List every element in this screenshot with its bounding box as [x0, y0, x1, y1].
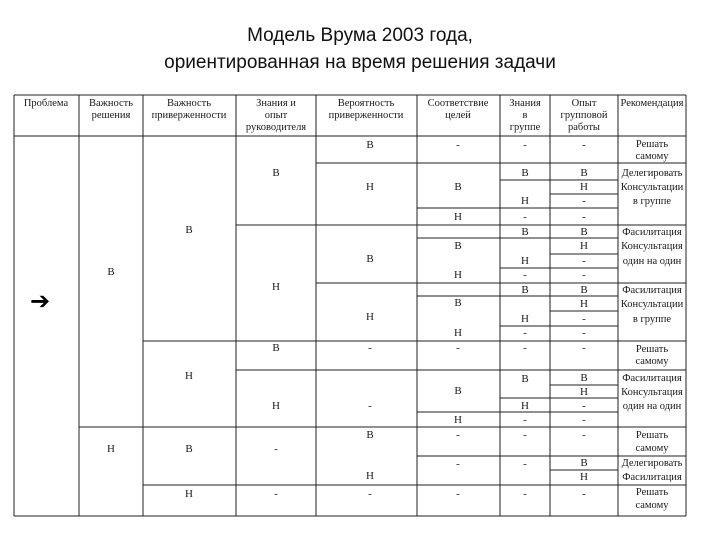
- cell-group-expertise-17: -: [523, 488, 527, 500]
- rec-decide-alone-1a: Решать: [635, 139, 669, 150]
- header-leader-expertise-1: Знания и: [256, 98, 296, 109]
- cell-goal-alignment-1: -: [456, 139, 460, 151]
- cell-decision-importance-low: Н: [107, 443, 115, 455]
- rec-delegate-2: Делегировать: [621, 458, 683, 469]
- rec-individual-consult-2b: один на один: [622, 401, 682, 412]
- cell-team-competence-3: Н: [580, 181, 588, 193]
- table-header-row: [24, 98, 684, 133]
- rec-decide-alone-3a: Решать: [635, 430, 669, 441]
- cell-goal-alignment-11: -: [456, 429, 460, 441]
- cell-commitment-probability-1: В: [366, 139, 374, 151]
- cell-team-competence-22: -: [582, 488, 586, 500]
- cell-commitment-probability-8: Н: [366, 470, 374, 482]
- header-commitment-importance-2: приверженности: [151, 110, 227, 121]
- rec-decide-alone-3b: самому: [635, 443, 669, 454]
- cell-commitment-importance-low-1: Н: [185, 370, 193, 382]
- slide-title-line-2: ориентированная на время решения задачи: [164, 52, 556, 73]
- cell-team-competence-15: В: [580, 372, 588, 384]
- rec-individual-consult-1a: Консультация: [621, 241, 683, 252]
- cell-leader-expertise-low-1: Н: [272, 281, 280, 293]
- header-commitment-probability-1: Вероятность: [337, 98, 395, 109]
- cell-team-competence-16: Н: [580, 386, 588, 398]
- cell-team-competence-5: -: [582, 211, 586, 223]
- cell-group-expertise-16: -: [523, 458, 527, 470]
- cell-commitment-probability-3: В: [366, 253, 374, 265]
- recommendation-column: [621, 139, 684, 511]
- header-recommendation: Рекомендация: [620, 98, 684, 109]
- header-group-expertise-2: в: [522, 110, 528, 121]
- cell-team-competence-2: В: [580, 167, 588, 179]
- rec-decide-alone-4a: Решать: [635, 487, 669, 498]
- cell-group-expertise-8: В: [521, 284, 529, 296]
- cell-commitment-importance-low-2: Н: [185, 488, 193, 500]
- cell-team-competence-13: -: [582, 327, 586, 339]
- cell-group-expertise-12: В: [521, 373, 529, 385]
- group-expertise-column: [521, 139, 529, 500]
- cell-group-expertise-5: В: [521, 226, 529, 238]
- header-goal-alignment-1: Соответствие: [427, 98, 489, 109]
- rec-individual-consult-2a: Консультация: [621, 387, 683, 398]
- cell-goal-alignment-6: В: [454, 297, 462, 309]
- rec-facilitate-2: Фасилитация: [622, 285, 682, 296]
- rec-decide-alone-2a: Решать: [635, 344, 669, 355]
- cell-team-competence-18: -: [582, 414, 586, 426]
- rec-group-consult-1b: в группе: [632, 196, 672, 207]
- cell-leader-expertise-low-2: Н: [272, 400, 280, 412]
- cell-team-competence-4: -: [582, 195, 586, 207]
- rec-individual-consult-1b: один на один: [622, 256, 682, 267]
- cell-group-expertise-2: В: [521, 167, 529, 179]
- rec-group-consult-2a: Консультации: [620, 299, 684, 310]
- rec-group-consult-2b: в группе: [632, 314, 672, 325]
- cell-commitment-importance-high-1: В: [185, 224, 193, 236]
- header-group-expertise-3: группе: [509, 122, 541, 133]
- cell-goal-alignment-3: Н: [454, 211, 462, 223]
- cell-leader-expertise-high-2: В: [272, 342, 280, 354]
- cell-commitment-probability-9: -: [368, 488, 372, 500]
- cell-goal-alignment-4: В: [454, 240, 462, 252]
- team-competence-column: [580, 139, 588, 500]
- cell-team-competence-19: -: [582, 429, 586, 441]
- cell-team-competence-20: В: [580, 457, 588, 469]
- cell-group-expertise-6: Н: [521, 255, 529, 267]
- cell-goal-alignment-5: Н: [454, 269, 462, 281]
- cell-group-expertise-14: -: [523, 414, 527, 426]
- cell-group-expertise-7: -: [523, 269, 527, 281]
- cell-team-competence-17: -: [582, 400, 586, 412]
- header-decision-importance-1: Важность: [88, 98, 134, 109]
- cell-group-expertise-13: Н: [521, 400, 529, 412]
- cell-team-competence-12: -: [582, 313, 586, 325]
- cell-goal-alignment-9: В: [454, 385, 462, 397]
- header-goal-alignment-2: целей: [445, 110, 471, 121]
- cell-group-expertise-4: -: [523, 211, 527, 223]
- header-team-competence-3: работы: [567, 122, 601, 133]
- cell-group-expertise-3: Н: [521, 195, 529, 207]
- cell-leader-expertise-dash-1: -: [274, 443, 278, 455]
- cell-team-competence-1: -: [582, 139, 586, 151]
- rec-facilitate-3: Фасилитация: [622, 373, 682, 384]
- header-team-competence-1: Опыт: [571, 98, 597, 109]
- rec-decide-alone-2b: самому: [635, 356, 669, 367]
- cell-team-competence-10: В: [580, 284, 588, 296]
- cell-commitment-probability-5: -: [368, 342, 372, 354]
- cell-commitment-importance-high-2: В: [185, 443, 193, 455]
- rec-decide-alone-1b: самому: [635, 151, 669, 162]
- header-leader-expertise-2: опыт: [264, 110, 288, 121]
- header-decision-importance-2: решения: [91, 110, 131, 121]
- rec-facilitate-4: Фасилитация: [622, 472, 682, 483]
- slide-title-line-1: Модель Врума 2003 года,: [247, 25, 473, 46]
- cell-commitment-probability-6: -: [368, 400, 372, 412]
- cell-leader-expertise-dash-2: -: [274, 488, 278, 500]
- cell-team-competence-7: Н: [580, 240, 588, 252]
- cell-team-competence-21: Н: [580, 471, 588, 483]
- rec-group-consult-1a: Консультации: [620, 182, 684, 193]
- rec-delegate-1: Делегировать: [621, 168, 683, 179]
- cell-goal-alignment-2: В: [454, 181, 462, 193]
- header-group-expertise-1: Знания: [509, 98, 541, 109]
- rec-decide-alone-4b: самому: [635, 500, 669, 511]
- cell-group-expertise-15: -: [523, 429, 527, 441]
- cell-commitment-probability-2: Н: [366, 181, 374, 193]
- header-team-competence-2: групповой: [560, 110, 608, 121]
- cell-group-expertise-11: -: [523, 342, 527, 354]
- cell-group-expertise-1: -: [523, 139, 527, 151]
- header-commitment-importance-1: Важность: [166, 98, 212, 109]
- cell-goal-alignment-10: Н: [454, 414, 462, 426]
- cell-group-expertise-10: -: [523, 327, 527, 339]
- rec-facilitate-1: Фасилитация: [622, 227, 682, 238]
- cell-team-competence-11: Н: [580, 298, 588, 310]
- cell-group-expertise-9: Н: [521, 313, 529, 325]
- cell-team-competence-9: -: [582, 269, 586, 281]
- header-problem: Проблема: [23, 98, 69, 109]
- cell-commitment-probability-7: В: [366, 429, 374, 441]
- cell-goal-alignment-8: -: [456, 342, 460, 354]
- cell-commitment-probability-4: Н: [366, 311, 374, 323]
- header-commitment-probability-2: приверженности: [328, 110, 404, 121]
- header-leader-expertise-3: руководителя: [245, 122, 307, 133]
- right-arrow-icon: ➔: [30, 287, 51, 315]
- cell-goal-alignment-7: Н: [454, 327, 462, 339]
- cell-team-competence-6: В: [580, 226, 588, 238]
- cell-team-competence-8: -: [582, 255, 586, 267]
- cell-leader-expertise-high-1: В: [272, 167, 280, 179]
- table-body: [107, 139, 462, 500]
- cell-team-competence-14: -: [582, 342, 586, 354]
- cell-decision-importance-high: В: [107, 266, 115, 278]
- cell-goal-alignment-12: -: [456, 458, 460, 470]
- cell-goal-alignment-13: -: [456, 488, 460, 500]
